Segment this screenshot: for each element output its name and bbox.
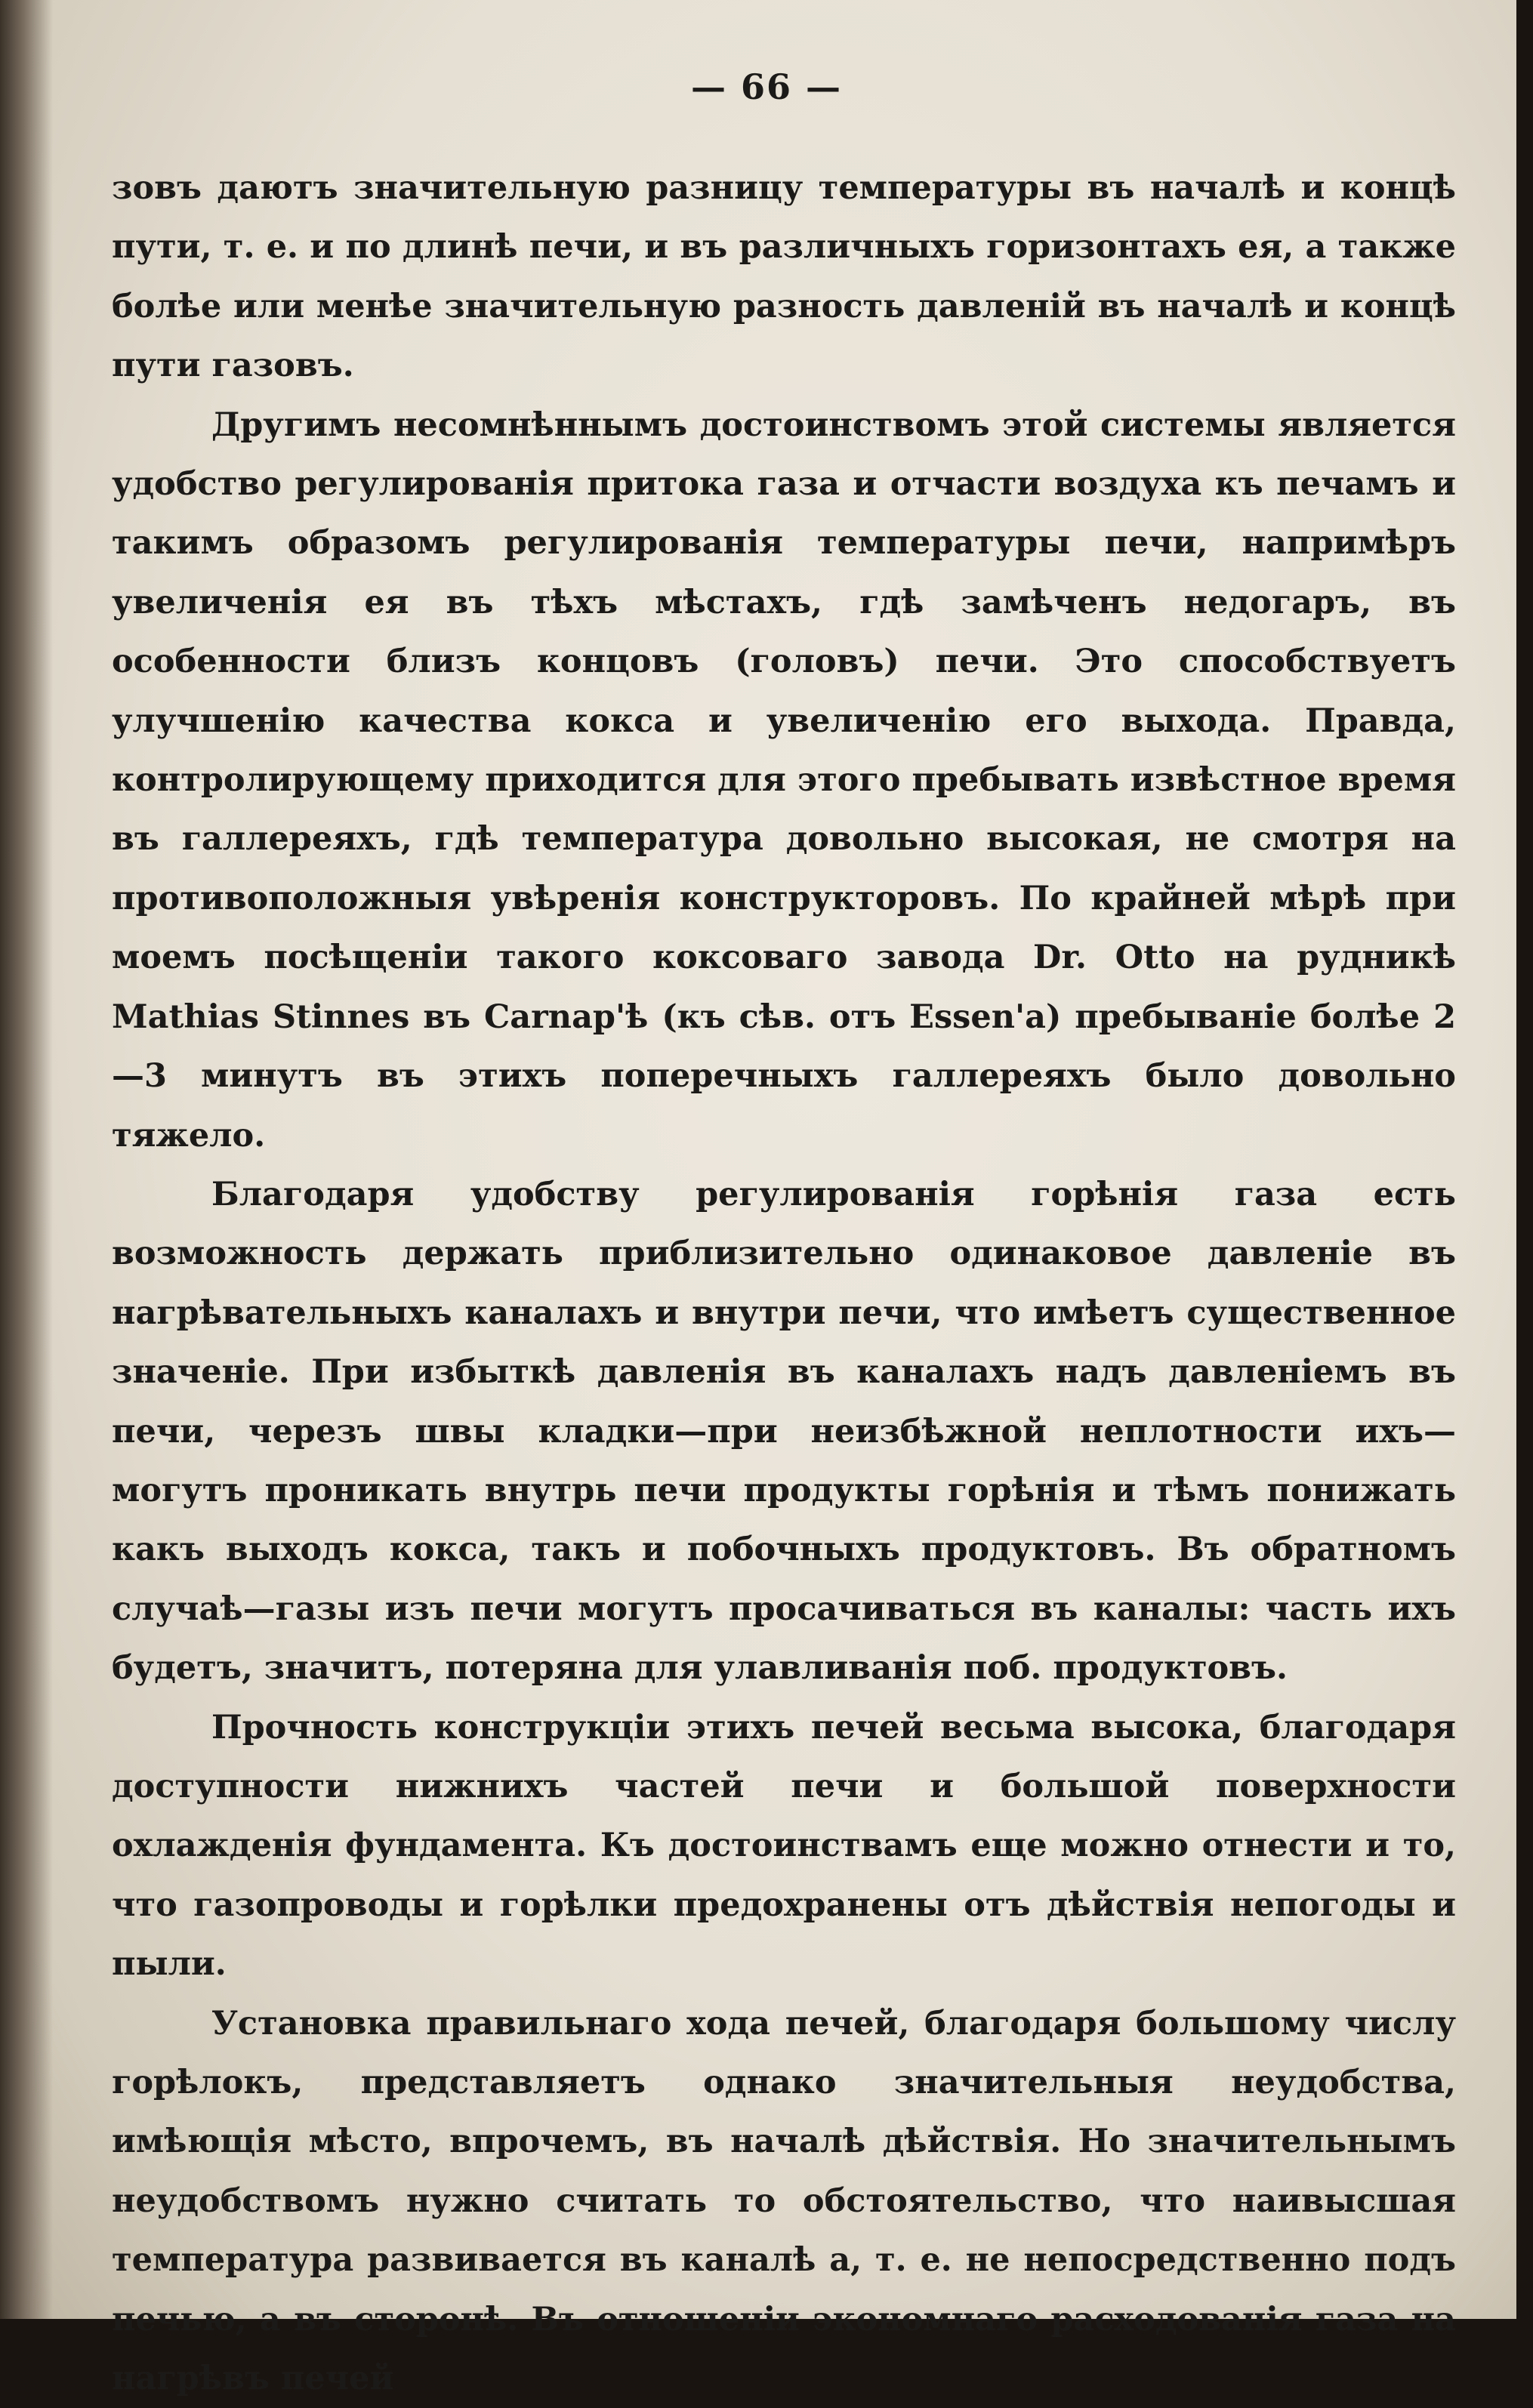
paragraph-3: Благодаря удобству регулированія горѣнія газа есть возможность держать приблизительно одинаковое давленіе въ нагрѣвательныхъ каналахъ и внутри печи, что имѣетъ существенное значеніе. При избыткѣ давленія въ каналахъ надъ давленіемъ въ печи, черезъ швы кладки—при неизбѣжной неплотности ихъ—могутъ проникать внутрь печи продукты горѣнія и тѣмъ понижать какъ выходъ кокса, такъ и побочныхъ продуктовъ. Въ обратномъ случаѣ—газы изъ печи могутъ просачиваться въ каналы: часть ихъ будетъ, значитъ, потеряна для улавливанія поб. продуктовъ. [112, 1175, 1456, 1688]
paragraph-1: зовъ даютъ значительную разницу температуры въ началѣ и концѣ пути, т. е. и по длинѣ печи, и въ различныхъ горизонтахъ ея, а также болѣе или менѣе значительную разность давленій въ началѣ и концѣ пути газовъ. [112, 169, 1456, 385]
paragraph-5: Установка правильнаго хода печей, благодаря большому числу горѣлокъ, представляетъ однако значительныя неудобства, имѣющія мѣсто, впрочемъ, въ началѣ дѣйствія. Но значительнымъ неудобствомъ нужно считать то обстоятельство, что наивысшая температура развивается въ каналѣ a, т. е. не непосредственно подъ печью, а въ сторонѣ. Въ отношеніи экономнаго расходованія газа на нагрѣвъ печей [112, 2004, 1456, 2398]
page-number: — 66 — [690, 66, 843, 107]
paragraph-2: Другимъ несомнѣннымъ достоинствомъ этой системы является удобство регулированія притока газа и отчасти воздуха къ печамъ и такимъ образомъ регулированія температуры печи, напримѣръ увеличенія ея въ тѣхъ мѣстахъ, гдѣ замѣченъ недогаръ, въ особенности близъ концовъ (головъ) печи. Это способствуетъ улучшенію качества кокса и увеличенію его выхода. Правда, контролирующему приходится для этого пребывать извѣстное время въ галлереяхъ, гдѣ температура довольно высокая, не смотря на противоположныя увѣренія конструкторовъ. По крайней мѣрѣ при моемъ посѣщеніи такого коксоваго завода Dr. Otto на рудникѣ Mathias Stinnes въ Carnap'ѣ (къ сѣв. отъ Essen'а) пребываніе болѣе 2—3 минутъ въ этихъ поперечныхъ галлереяхъ было довольно тяжело. [112, 405, 1456, 1155]
body-text [112, 159, 1456, 2408]
paragraph-4: Прочность конструкціи этихъ печей весьма высока, благодаря доступности нижнихъ частей печи и большой поверхности охлажденія фундамента. Къ достоинствамъ еще можно отнести и то, что газопроводы и горѣлки предохранены отъ дѣйствія непогоды и пыли. [112, 1708, 1456, 1984]
page-edge-shadow [0, 0, 53, 2319]
